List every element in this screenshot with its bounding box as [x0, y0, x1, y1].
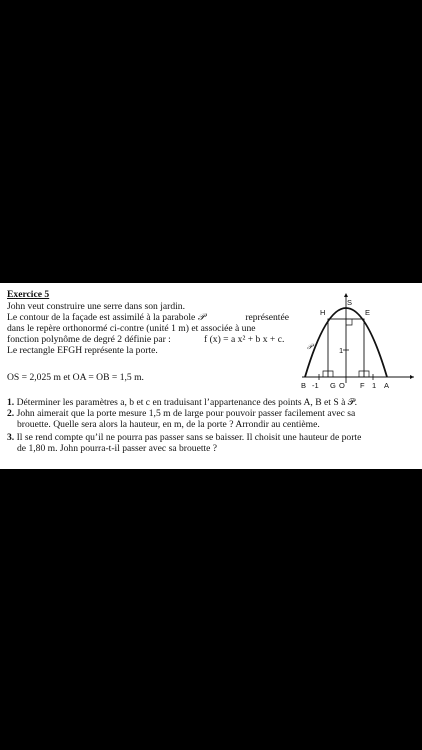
label-a: A	[384, 381, 390, 389]
label-s: S	[347, 298, 353, 307]
parabola-symbol: 𝒫	[197, 312, 205, 323]
label-e: E	[365, 308, 371, 317]
given-values: OS = 2,025 m et OA = OB = 1,5 m.	[7, 372, 144, 383]
intro-line-2-end: représentée	[245, 312, 289, 323]
exercise-sheet	[0, 283, 422, 469]
question-2-text-1: John aimerait que la porte mesure 1,5 m de large pour pouvoir passer facilement avec sa	[16, 408, 356, 419]
question-1-number: 1.	[7, 397, 15, 408]
label-o: O	[339, 381, 345, 389]
intro-line-4: fonction polynôme de degré 2 définie par :	[7, 334, 171, 345]
label-f: F	[360, 381, 365, 389]
label-g: G	[330, 381, 336, 389]
label-x-one: 1	[372, 381, 377, 389]
label-minus-one: -1	[312, 381, 319, 389]
question-2	[7, 408, 355, 419]
label-b: B	[301, 381, 307, 389]
question-1	[7, 397, 357, 408]
x-axis-arrow	[410, 375, 414, 379]
greenhouse-figure	[298, 291, 418, 389]
question-3	[7, 432, 361, 443]
right-angle-top	[346, 319, 352, 325]
label-h: H	[320, 308, 326, 317]
intro-line-2	[7, 312, 289, 323]
question-2-number: 2.	[7, 408, 15, 419]
question-3-text-1: Il se rend compte qu’il ne pourra pas passer sans se baisser. Il choisit une hauteur de porte	[16, 432, 362, 443]
question-3-text-2: de 1,80 m. John pourra-t-il passer avec sa brouette ?	[17, 443, 218, 454]
question-2-text-2: brouette. Quelle sera alors la hauteur, en m, de la porte ? Arrondir au centième.	[17, 419, 320, 430]
label-y-one: 1	[339, 346, 344, 355]
question-1-text: Déterminer les paramètres a, b et c en traduisant l’appartenance des points A, B et S à 𝒫.	[16, 397, 358, 408]
intro-line-1: John veut construire une serre dans son jardin.	[7, 301, 185, 312]
function-formula: f (x) = a x² + b x + c.	[204, 334, 285, 345]
intro-line-5: Le rectangle EFGH représente la porte.	[7, 345, 158, 356]
question-3-number: 3.	[7, 432, 15, 443]
y-axis-arrow	[344, 293, 348, 297]
label-parabola: 𝒫	[307, 342, 313, 351]
intro-line-2-text: Le contour de la façade est assimilé à la parabole	[7, 312, 196, 323]
intro-line-3: dans le repère orthonormé ci-contre (unité 1 m) et associée à une	[7, 323, 256, 334]
exercise-title: Exercice 5	[7, 289, 50, 300]
